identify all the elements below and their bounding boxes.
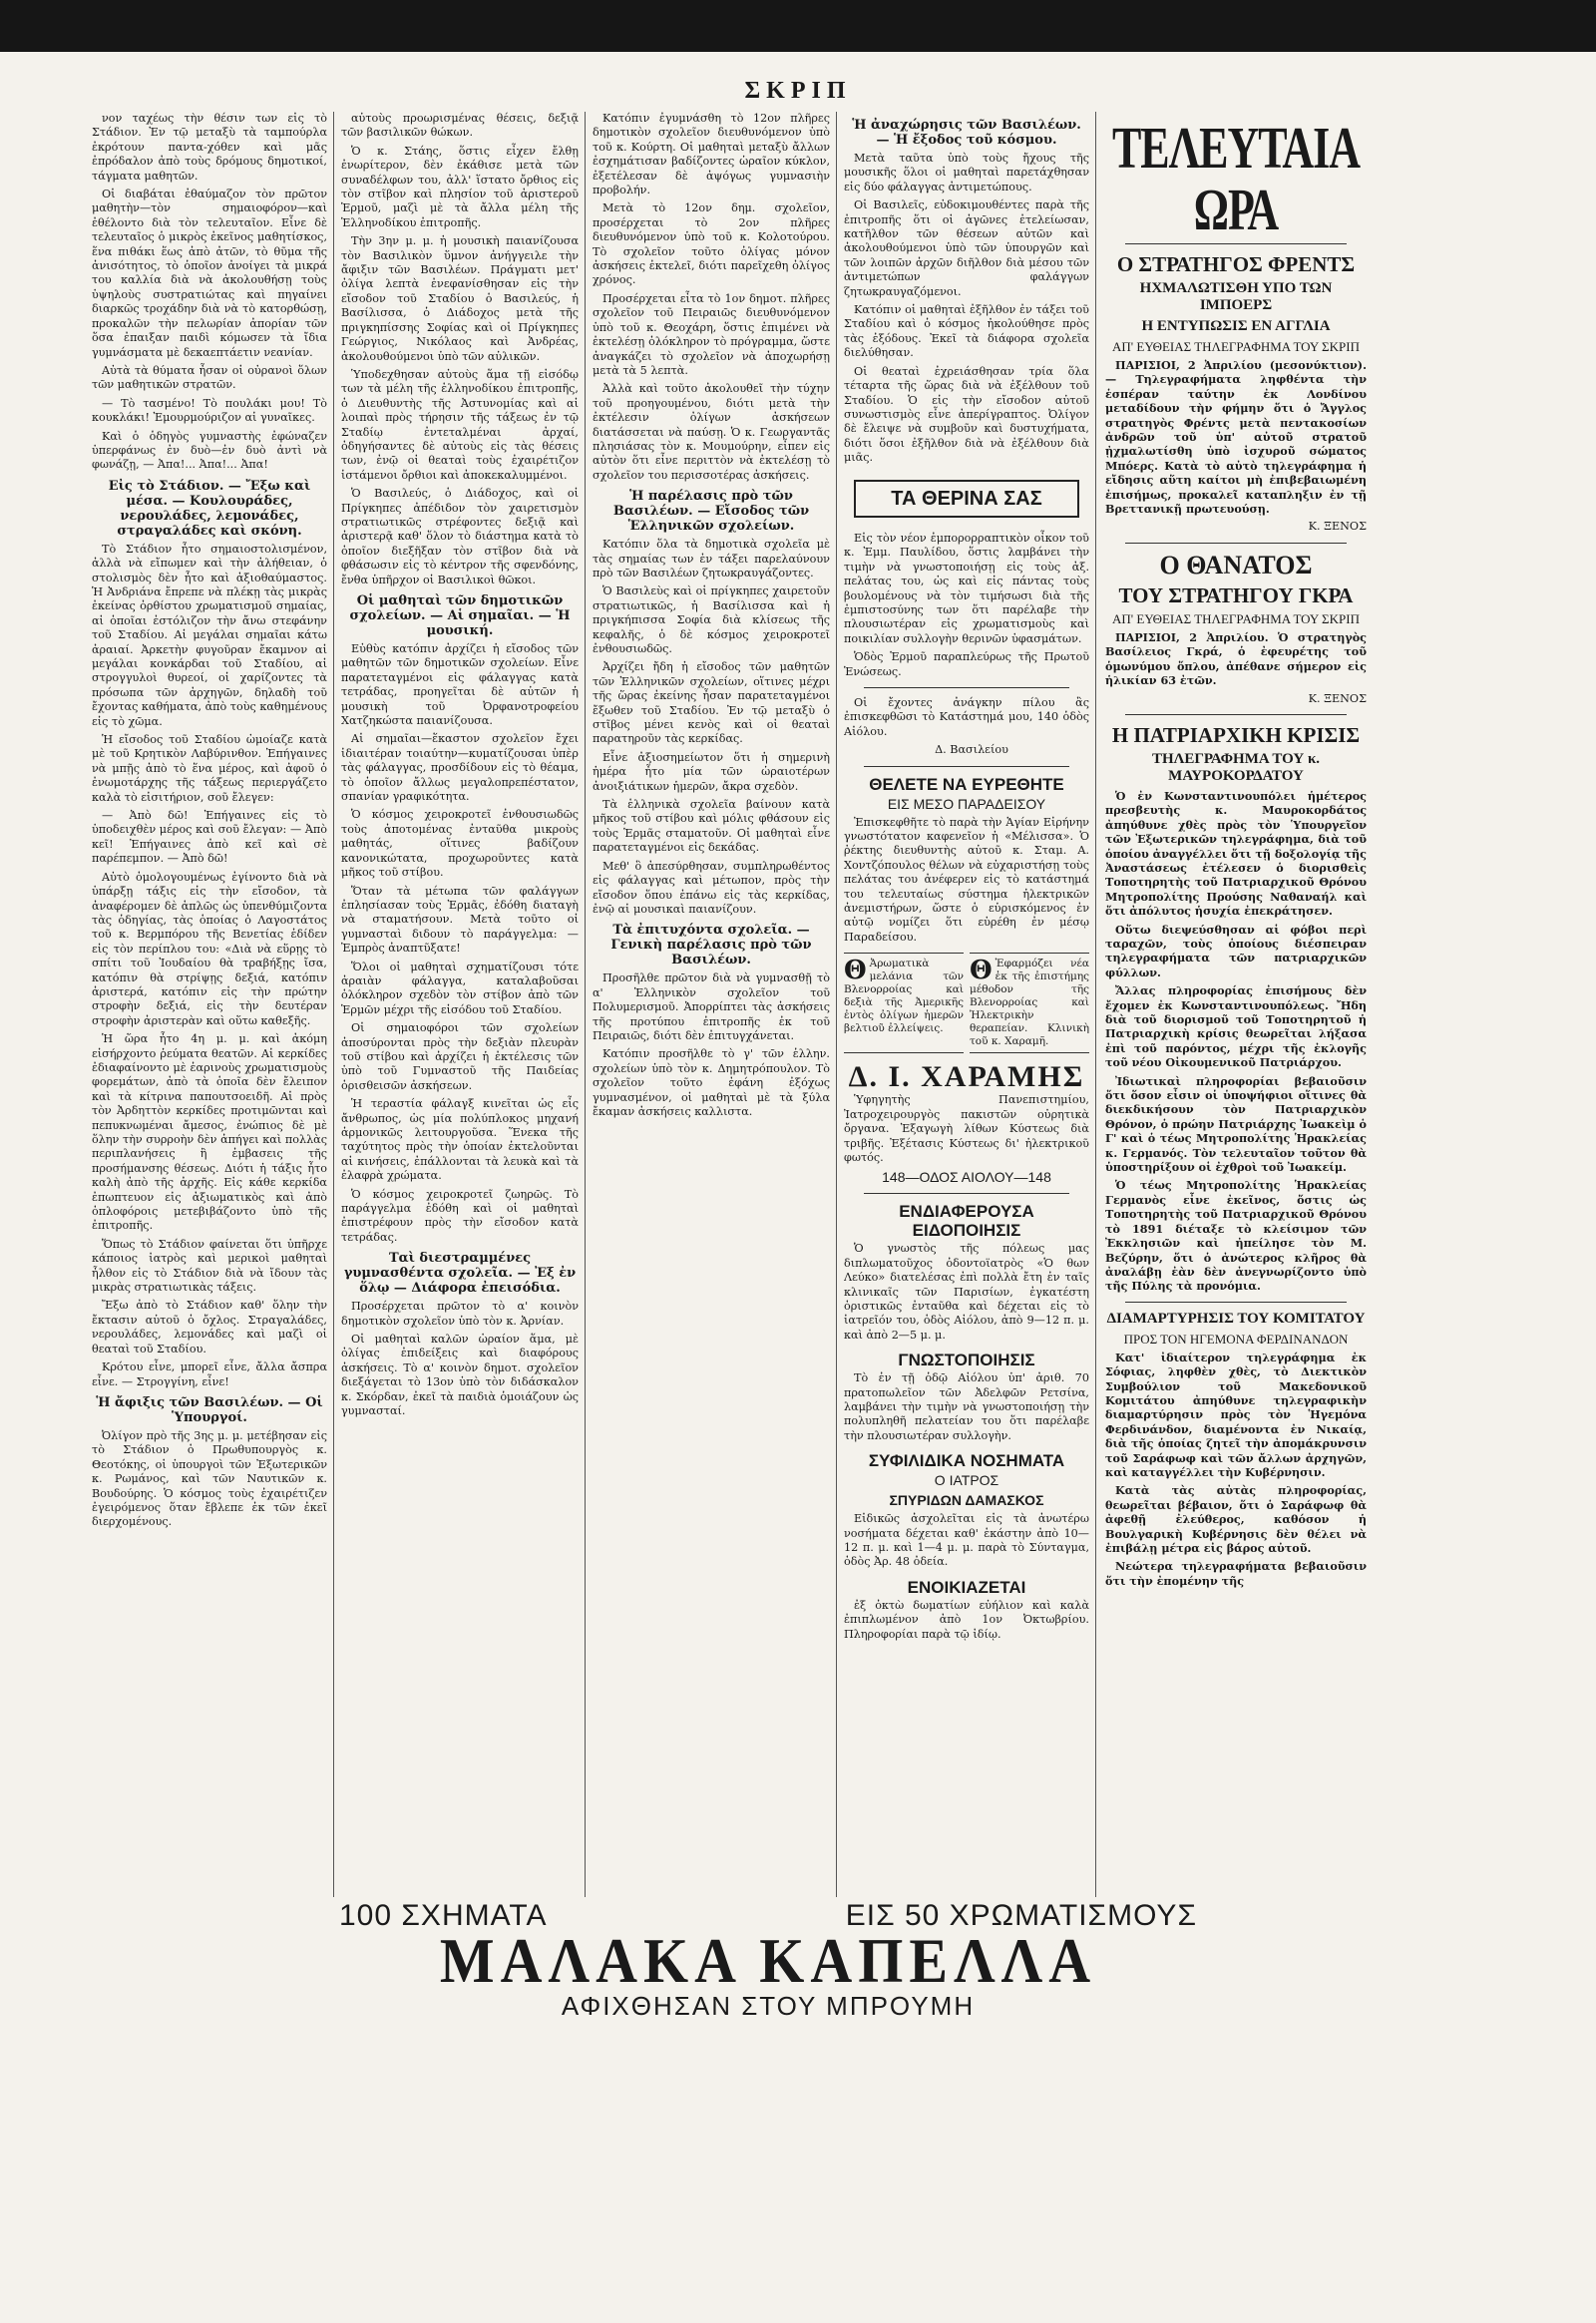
column-rule — [1095, 112, 1096, 1897]
paragraph: Κρότου εἶνε, μπορεῖ εἶνε, ἄλλα ἄσπρα εἶνε. — Στρογγίνη, εἶνε! — [92, 1360, 327, 1388]
hat-advertisement — [339, 1899, 1197, 2021]
newspaper-masthead: ΣΚΡΙΠ — [744, 78, 852, 104]
column-rule — [333, 112, 334, 1897]
headline: ΔΙΑΜΑΡΤΥΡΗΣΙΣ ΤΟΥ ΚΟΜΙΤΑΤΟΥ — [1106, 1310, 1366, 1327]
paragraph: Ὅλοι οἱ μαθηταὶ σχηματίζουσι τότε ἀραιὰν φάλαγγα, καταλαβοῦσαι ὁλόκληρον σχεδὸν τὸν στίβον ἀπὸ τῶν Ἑρμῶν μέχρι τῆς εἰσόδου τοῦ Σταδίου. — [341, 960, 579, 1016]
paragraph: Τὰ ἑλληνικὰ σχολεῖα βαίνουν κατὰ μῆκος τοῦ στίβου καὶ μόλις φθάσουν εἰς τοὺς Ἑρμᾶς σταματοῦν. Οἱ μαθηταὶ εἶνε παρατεταγμένοι εἰς δεκάδας. — [593, 798, 830, 855]
ad-doctor-name: Δ. Ι. ΧΑΡΑΜΗΣ — [848, 1060, 1085, 1094]
paragraph: Ὀλίγον πρὸ τῆς 3ης μ. μ. μετέβησαν εἰς τὸ Στάδιον ὁ Πρωθυπουργὸς κ. Θεοτόκης, οἱ ὑπουργοὶ τῶν Ἐξωτερικῶν κ. Ρωμάνος, καὶ τῶν Ναυτικῶν κ. Βουδούρης. Ὁ κόσμος τοὺς ἐχαιρέτιζεν ἐγειρόμενος ὅταν ἔβλεπε ἐκ τῶν ἐκεῖ διερχομένους. — [92, 1428, 327, 1529]
headline: ΤΗΛΕΓΡΑΦΗΜΑ ΤΟΥ κ. ΜΑΥΡΟΚΟΡΔΑΤΟΥ — [1151, 750, 1321, 784]
ad-subtitle: Ο ΙΑΤΡΟΣ — [934, 1472, 999, 1489]
paragraph: Ὅπως τὸ Στάδιον φαίνεται ὅτι ὑπῆρχε κάποιος ἰατρὸς καὶ μερικοὶ μαθηταὶ ἦλθον εἰς τὸ Στάδιον διὰ νὰ ἴδουν τὰς μικρὰς στρατιωτικὰς τάξεις. — [92, 1237, 327, 1295]
paragraph: Ὁ κόσμος χειροκροτεῖ ζωηρῶς. Τὸ παράγγελμα ἐδόθη καὶ οἱ μαθηταὶ ἐπιστρέφουν πρὸς τὴν εἴσοδον κατὰ τετράδας. — [341, 1187, 579, 1244]
paragraph: Οἱ σημαιοφόροι τῶν σχολείων ἀποσύρονται πρὸς τὴν δεξιὰν πλευρὰν τοῦ στίβου καὶ ἀρχίζει ἡ ἐκτέλεσις τῶν ὑπὸ τοῦ Γυμναστοῦ τῆς Παιδείας ὁρισθεισῶν ἀσκήσεων. — [341, 1021, 579, 1092]
twin-ad-right — [970, 953, 1089, 1053]
paragraph: Ὁ ἐν Κωνσταντινουπόλει ἡμέτερος πρεσβευτὴς κ. Μαυροκορδάτος ἀπηύθυνε χθὲς πρὸς τὸν Ὑπουργεῖον τῶν Ἐξωτερικῶν τηλεγράφημα, διὰ τοῦ ὁποίου ἀναγγέλλει ὅτι τῇ δοξολογίᾳ τῆς Ἀναστάσεως ἐτέλεσεν ὁ διορισθεὶς Τοποτηρητὴς τοῦ Πατριαρχικοῦ Θρόνου Μητροπολίτης Προύσης Ναθαναήλ καὶ ὅτι ἀπόλυτος ἡσυχία ἐπεκράτησεν. — [1105, 788, 1367, 919]
section-heading: Ταὶ διεστραμμένες γυμνασθέντα σχολεῖα. — Ἐξ ἐν ὅλῳ — Διάφορα ἐπεισόδια. — [343, 1251, 577, 1297]
ad-box-title: ΤΑ ΘΕΡΙΝΑ ΣΑΣ — [854, 480, 1079, 518]
ad-title: ΕΝΟΙΚΙΑΖΕΤΑΙ — [907, 1577, 1026, 1597]
paragraph: Ἡ ὥρα ἦτο 4η μ. μ. καὶ ἀκόμη εἰσήρχοντο ῥεύματα θεατῶν. Αἱ κερκίδες ἐδιαφαίνοντο μὲ ἐαρινοὺς χρωματισμοὺς φορεμάτων, ἀπὸ τὰ ὁποῖα δὲν ἔλειπον καὶ τὰ κίτρινα παπουτσοειδῆ. Αἱ πρὸς τὸν Ἀρδηττὸν κερκίδες προτιμῶνται καὶ πεπυκνωμέναι ἄμεσος, ἐνώπιος δὲ μὲ ὅλην τὴν συρροὴν δὲν ἀπήγει καὶ πολλὰς περιπλανήσεις ἢ ἐμβασεις τῆς προσήμανσης θέσεως. Διότι ἡ τάξις ἦτο καλὴ ἀπὸ τῆς ἀρχῆς. Εἰς κάθε κερκίδα ἐπωπτευον εἰς ἀξιωματικὸς καὶ ἀπὸ ὁπλοφόροις μετεβιβάζοντο ὑπὸ τῆς ἐπιτροπῆς. — [92, 1032, 327, 1233]
paragraph: Ἡ εἴσοδος τοῦ Σταδίου ὡμοίαζε κατὰ μὲ τοῦ Κρητικὸν Λαβύρινθον. Ἐπήγαινες νὰ μπῇς ἀπὸ τὸ ἕνα μέρος, καὶ ἀφοῦ ὁ ἐνωμοτάρχης τῆς τάξεως περιεργάζετο καλὰ τὸ εἰσιτήριον, σοῦ ἔλεγεν: — [92, 733, 327, 804]
paragraph: ΠΑΡΙΣΙΟΙ, 2 Ἀπριλίου (μεσονύκτιον). — Τηλεγραφήματα ληφθέντα τὴν ἑσπέραν ταύτην ἐκ Λονδίνου μεταδίδουν τὴν φήμην ὅτι ὁ Ἄγγλος στρατηγὸς Φρέντς μετὰ πεντακοσίων ἀνδρῶν τοῦ ὑπ' αὐτοῦ στρατοῦ ᾐχμαλωτίσθη ὑπὸ ἰσχυροῦ σώματος Μπόερς. Κατὰ τὸ αὐτὸ τηλεγράφημα ἡ εἴδησις αὕτη καίτοι μὴ ἐπιβεβαιωμένη ἐπισήμως, προκαλεῖ καταπληξιν ἐν τῇ Βρεττανικῇ πρωτευούσῃ. — [1105, 358, 1367, 517]
paragraph: Κατόπιν προσῆλθε τὸ γ' τῶν ἑλλην. σχολείων ὑπὸ τὸν κ. Δημητρόπουλον. Τὸ σχολεῖον τοῦτο ἐφάνη ἐξόχως γυμνασμένον, οἱ μαθηταὶ μὲ τὰ ξύλα ἔκαμαν ἀσκήσεις καλλιστα. — [593, 1047, 830, 1118]
ad-subtitle: ΑΦΙΧΘΗΣΑΝ ΣΤΟΥ ΜΠΡΟΥΜΗ — [561, 1991, 976, 2021]
paragraph: Ἔξω ἀπὸ τὸ Στάδιον καθ' ὅλην τὴν ἔκτασιν αὐτοῦ ὁ ὄχλος. Στραγαλάδες, νερουλάδες, λεμονάδες καὶ μαζὶ οἱ θεαταὶ τοῦ Σταδίου. — [92, 1299, 327, 1355]
paragraph: Ἀλλὰ καὶ τοῦτο ἀκολουθεῖ τὴν τύχην τοῦ προηγουμένου, διότι μετὰ τὴν ἐκτέλεσιν ὀλίγων ἀσκήσεων διατάσσεται νὰ παύσῃ. Ὁ κ. Γεωργαντᾶς πλησιάσας τὸν κ. Μουμούρην, εἶπεν εἰς αὐτὸν ὅτι εἶνε περιττὸν νὰ ἐκτελέσῃ τὸ σχολεῖον του περισσοτέρας ἀσκήσεις. — [593, 382, 830, 482]
paragraph: Εἰδικῶς ἀσχολεῖται εἰς τὰ ἀνωτέρω νοσήματα δέχεται καθ' ἑκάστην ἀπὸ 10—12 π. μ. καὶ 1—4 μ. μ. παρὰ τὸ Σύνταγμα, ὁδὸς Ἀρ. 48 ὀδεία. — [844, 1512, 1089, 1569]
paragraph: Ὁ Βασιλεὺς καὶ οἱ πρίγκηπες χαιρετοῦν στρατιωτικῶς, ἡ Βασίλισσα καὶ ἡ πριγκήπισσα Σοφία διὰ κλίσεως τῆς κεφαλῆς, ὁ δὲ κόσμος χειροκροτεῖ ἐνθουσιωδῶς. — [593, 584, 830, 655]
ads-column — [844, 112, 1089, 1895]
paragraph: ἐξ ὀκτὼ δωματίων εὐήλιον καὶ καλὰ ἐπιπλωμένον ἀπὸ 1ον Ὀκτωβρίου. Πληροφορίαι παρὰ τῷ ἰδίῳ. — [844, 1598, 1089, 1641]
paragraph: Προσέρχεται εἶτα τὸ 1ον δημοτ. πλῆρες σχολεῖον τοῦ Πειραιῶς διευθυνόμενον ὑπὸ τοῦ κ. Θεοχάρη, ὅστις ἐπιμένει νὰ ἐκτελέσῃ ὁλόκληρον τὸ πρόγραμμα, ὥστε ἀναγκάζει τὸ σχολεῖον νὰ ἀποχωρήσῃ μετὰ τὰ 5 λεπτὰ. — [593, 291, 830, 377]
paragraph: Ἐπισκεφθῆτε τὸ παρὰ τὴν Ἁγίαν Εἰρήνην γνωστότατον καφενεῖον ἡ «Μέλισσα». Ὁ ῥέκτης διευθυντὴς αὐτοῦ κ. Σταμ. Α. Χοντζόπουλος θέλων νὰ εὐχαριστήσῃ τοὺς πελάτας του ἀνέφερεν εἰς τὸ κατάστημά του τελευταίως σύστημα ἠλεκτρικῶν ἀνεμιστήρων, ὥστε ὁ εὑρισκόμενος ἐν αὐτῷ νομίζει ὅτι εὑρέθη ἐν μέσῳ Παραδείσου. — [844, 815, 1089, 944]
ad-title: ΕΝΔΙΑΦΕΡΟΥΣΑ ΕΙΔΟΠΟΙΗΣΙΣ — [899, 1202, 1034, 1241]
section-heading: Ἡ ἄφιξις τῶν Βασιλέων. — Οἱ Ὑπουργοί. — [96, 1394, 323, 1425]
paragraph: Ὁ γνωστὸς τῆς πόλεως μας διπλωματοῦχος ὀδοντοϊατρὸς «Ὁ θων Λεύκο» διατελέσας ἐπὶ πολλὰ ἔτη ἐν ταῖς κλινικαῖς τῶν Παρισίων, ἐγκατέστη ὁριστικῶς ἐνταῦθα καὶ δέχεται εἰς τὸ ἰατρεῖόν του, ὁδὸς Αἰόλου, ἀπὸ 9—12 π. μ. καὶ ἀπὸ 2—5 μ. μ. — [844, 1242, 1089, 1342]
paragraph: Ἡ τεραστία φάλαγξ κινεῖται ὡς εἷς ἄνθρωπος, ὡς μία πολύπλοκος μηχανή ἁρμονικῶς λειτουργοῦσα. Ἕνεκα τῆς ταχύτητος πρὸς τὴν ὁποίαν ἐκτελοῦνται αἱ κινήσεις, ἐπάλλονται τὰ λευκὰ καὶ τὰ ἐλαφρὰ χρώματα. — [341, 1097, 579, 1183]
paragraph: Μετὰ ταῦτα ὑπὸ τοὺς ἤχους τῆς μουσικῆς ὅλοι οἱ μαθηταὶ παρετάχθησαν εἰς δύο φάλαγγας ἀντιμετώπους. — [844, 152, 1089, 194]
paragraph: Τὸ Στάδιον ἦτο σημαιοστολισμένον, ἀλλὰ νὰ εἴπωμεν καὶ τὴν ἀλήθειαν, ὁ στολισμὸς δὲν ἦτο καὶ ἀξιοθαύμαστος. Ἡ Ἀνδριάνα ἔπρεπε νὰ πλέκῃ τὰς μικρὰς ἐκείνας ὀρθίστου χρωματισμοῦ σημαίας, αἱ ὁποῖαι ἐστόλιζον τὴν ἄνω στεφάνην τοῦ Σταδίου. Αἱ μεγάλαι σημαῖαι κάτω ἀραιαί. Ἀρκετὴν φυγοῦραν ἔκαμνον αἱ μεγάλαι κονκάρδαι τοῦ Σταδίου, αἱ στρογγυλοὶ θυρεοί, οἱ χαρίζοντες τὰ πρόσωπα τῶν ἀρχηγῶν, δηλαδὴ τοῦ ἔχοντας καθήματα, ἀπὸ τοὺς καθημένους εἰς τὸ χῶμα. — [92, 542, 327, 728]
paragraph: Μεθ' ὃ ἀπεσύρθησαν, συμπληρωθέντος εἰς φάλαγγας καὶ μέτωπον, πρὸς τὴν εἴσοδον ὅπου ἐπάνω εἰς τὰς κερκίδας, ἐνῷ αἱ μουσικαὶ παιανίζουν. — [593, 859, 830, 916]
paragraph: Ὑφηγητὴς Πανεπιστημίου, Ἰατροχειρουργὸς πακιστῶν οὐρητικὰ ὄργανα. Ἐξαγωγὴ λίθων Κύστεως διὰ τριβῆς. Ἐξέτασις Κύστεως δι' ἠλεκτρικοῦ φωτός. — [844, 1093, 1089, 1164]
signature: Δ. Βασιλείου — [935, 743, 1008, 757]
paragraph: Ἰδιωτικαὶ πληροφορίαι βεβαιοῦσιν ὅτι ὅσον εἶσιν οἱ ὑποψήφιοι οἵτινες θὰ διεκδικήσουν τὸν Πατριαρχικὸν Θρόνον, ὁ πρώην Πατριάρχης Ἰωακεὶμ ὁ Γ' καὶ ὁ τέως Μητροπολίτης Ἡρακλείας κ. Γερμανός. Τὸν τελευταῖον τοῦτον θὰ ὑποστηρίξουν οἱ ἐχθροὶ τοῦ Ἰωακείμ. — [1105, 1073, 1367, 1175]
ad-title: ΓΝΩΣΤΟΠΟΙΗΣΙΣ — [898, 1351, 1035, 1370]
paragraph: Οἱ ἔχοντες ἀνάγκην πίλου ἂς ἐπισκεφθῶσι τὸ Κατάστημά μου, 140 ὁδὸς Αἰόλου. — [844, 696, 1089, 738]
paragraph: Οἱ Βασιλεῖς, εὐδοκιμουθέντες παρὰ τῆς ἐπιτροπῆς ὅτι οἱ ἀγῶνες ἐτελείωσαν, κατῆλθον τῶν θέσεων αὐτῶν καὶ ἀκολουθούμενοι ὑπὸ τῶν ὑπουργῶν καὶ τῶν λοιπῶν ἀρχῶν διῆλθον διὰ μέσου τῶν ἀντιμετώπων φαλάγγων ζητωκραυγαζόμενοι. — [844, 198, 1089, 298]
paragraph: Αὐτὸ ὁμολογουμένως ἐγίνοντο διὰ νὰ ὑπάρξῃ τάξις εἰς τὴν εἴσοδον, τὰ ἀναφέρομεν δὲ ἁπλῶς ὡς ὑπενθύμιζοντα τὰς ὁδηγίας, τὰς ὁποίας ὁ Λαγοστάτος τοῦ κ. Βερμπόρου τῆς Βενετίας ἐδίδεν εἰς τὸν περίπλου του: «Διὰ νὰ εὕρῃς τὸ σπίτι τοῦ Ἰουδαίου θὰ τραβήξῃς ἴσα, κατόπιν θὰ στρίψῃς δεξιά, κατόπιν ἀριστερά, κατόπιν εἰς τὴν πρώτην στροφὴν δεξιά, εἰς τὴν δευτέραν στροφὴν ἀριστερὰν καὶ οὕτω καθεξῆς. — [92, 870, 327, 1027]
headline: ΤΟΥ ΣΤΡΑΤΗΓΟΥ ΓΚΡΑ — [1118, 582, 1354, 607]
paragraph: Οἱ θεαταὶ ἐχρειάσθησαν τρία ὅλα τέταρτα τῆς ὥρας διὰ νὰ ἐξέλθουν τοῦ Σταδίου. Ὁ εἰς τὴν εἴσοδον αὐτοῦ συνωστισμὸς εἶνε ἀπερίγραπτος. Ὀλίγον δὲ ἔλειψε νὰ συμβοῦν καὶ δυστυχήματα, διότι ὅσοι ἐξῆλθον διὰ νὰ ἐξέλθουν διὰ μιᾶς. — [844, 364, 1089, 465]
dropcap: Θ — [970, 956, 993, 986]
paragraph: Εὐθὺς κατόπιν ἀρχίζει ἡ εἴσοδος τῶν μαθητῶν τῶν δημοτικῶν σχολείων. Εἶνε παρατεταγμένοι εἰς φάλαγγας κατὰ τετράδας, προηγεῖται δὲ αὐτῶν ἡ μουσικὴ τοῦ Ὀρφανοτροφείου Χατζηκώστα παιανίζουσα. — [341, 642, 579, 728]
paragraph: Αἱ σημαῖαι—ἕκαστον σχολεῖον ἔχει ἰδιαιτέραν τοιαύτην—κυματίζουσαι ὑπὲρ τὰς φάλαγγας, προσδίδουν εἰς τὸ θέαμα, τὸ ὁποῖον ἄλλως μεγαλοπρεπέστατον, σπανίαν γραφικότητα. — [341, 732, 579, 804]
paragraph: Οἱ μαθηταὶ καλῶν ὡραίον ἅμα, μὲ ὀλίγας ἐπιδείξεις καὶ διαφόρους ἀσκήσεις. Τὸ α' κοινὸν δημοτ. σχολεῖον διεξάγεται τὸ 13ον ὑπὸ τὸν διδάσκαλον κ. Σκόρδαν, ἐκεῖ τὰ παιδιὰ ὁμοιάζουν ὡς γυμνασταί. — [341, 1333, 579, 1418]
headline: ΗΧΜΑΛΩΤΙΣΘΗ ΥΠΟ ΤΩΝ ΙΜΠΟΕΡΣ — [1139, 280, 1333, 313]
paragraph: Ἀρχίζει ἤδη ἡ εἴσοδος τῶν μαθητῶν τῶν Ἑλληνικῶν σχολείων, οἵτινες μέχρι τῆς ὥρας ἐκείνης ἦσαν παρατεταγμένοι ἔξωθεν τοῦ Σταδίου. Ἐν τῷ μεταξὺ ὁ στῖβος μένει κενὸς καὶ οἱ θεαταὶ παρατηροῦν τὰς κερκίδας. — [593, 660, 830, 746]
paragraph: Κατόπιν ὅλα τὰ δημοτικὰ σχολεῖα μὲ τὰς σημαίας των ἐν τάξει παρελαύνουν πρὸ τῶν Βασιλέων ζητωκραυγάζοντες. — [593, 538, 830, 580]
divider — [864, 766, 1069, 767]
section-heading: Ἡ παρέλασις πρὸ τῶν Βασιλέων. — Εἴσοδος τῶν Ἑλληνικῶν σχολείων. — [612, 489, 810, 535]
paragraph: Ὅταν τὰ μέτωπα τῶν φαλάγγων ἐπλησίασαν τοὺς Ἑρμᾶς, ἐδόθη διαταγὴ νὰ σταματήσουν. Μετὰ τοῦτο οἱ γυμνασταὶ διδουν τὸ παράγγελμα: — Ἐμπρὸς ἀναπτῦξατε! — [341, 884, 579, 956]
paragraph: Αὐτὰ τὰ θύματα ἦσαν οἱ οὐρανοὶ ὅλων τῶν μαθητικῶν στρατῶν. — [92, 363, 327, 392]
paragraph: Κατόπιν ἐγυμνάσθη τὸ 12ον πλῆρες δημοτικὸν σχολεῖον διευθυνόμενον ὑπὸ τοῦ κ. Κούρτη. Οἱ μαθηταὶ μεταξὺ ἄλλων ἐσχημάτισαν βαδίζοντες ὡραῖον κύκλον, ἐξετέλεσαν δὲ ἀψόγως γυμνασιὴν προβολήν. — [593, 112, 830, 197]
paragraph: Ὁ κ. Στάης, ὅστις εἶχεν ἔλθῃ ἐνωρίτερον, δὲν ἐκάθισε μετὰ τῶν συναδέλφων του, ἀλλ' ἵστατο ὄρθιος εἰς τὸν στῖβον καὶ πλησίον τοῦ ἀριστεροῦ Ἑρμοῦ, μαζὶ μὲ τὰ ἄλλα μέλη τῆς Ἑλληνοδίκου ἐπιτροπῆς. — [341, 144, 579, 229]
paragraph: Κατ' ἰδιαίτερον τηλεγράφημα ἐκ Σόφιας, ληφθὲν χθὲς, τὸ Διεκτικὸν Συμβούλιον τοῦ Μακεδονικοῦ Κομιτάτου ἀπηύθυνε τηλεγραφικὴν διαμαρτύρησιν πρὸς τὸν Ἡγεμόνα Φερδινάνδον, διαμένοντα ἐν Νικαίᾳ, διὰ τῆς ὁποίας ζητεῖ τὴν ἀπομάκρυνσιν τοῦ Σαράφωφ καὶ τῶν ἄλλων ἀρχηγῶν, καὶ καταγγέλλει τὴν Κυβέρνησιν. — [1105, 1350, 1367, 1479]
ad-colors-count: ΕΙΣ 50 ΧΡΩΜΑΤΙΣΜΟΥΣ — [845, 1899, 1197, 1932]
paragraph: Καὶ ὁ ὁδηγὸς γυμναστὴς ἐφώναζεν ὑπερφάνως ἐν δυὸ—ἐν δυὸ ἀντὶ νὰ φωνάζῃ, — Ἀπα!... Ἀπα!... Ἀπα! — [92, 429, 327, 472]
paragraph: Ὁ Βασιλεύς, ὁ Διάδοχος, καὶ οἱ Πρίγκηπες ἀπέδιδον τὸν χαιρετισμὸν στρατιωτικῶς στρέφοντες δεξιᾷ καὶ ἀριστερᾷ καθ' ὅλον τὸ διάστημα κατὰ τὸ ὁποῖον διεξῆξαν τὸν στῖβον διὰ νὰ φθάσωσιν εἰς τὸ κέντρον τῆς σφενδόνης, ἔνθα ὑπῆρχον οἱ Βασιλικοὶ θῶκοι. — [341, 487, 579, 586]
paragraph: Ἄλλας πληροφορίας ἐπισήμους δὲν ἔχομεν ἐκ Κωνσταντινουπόλεως. Ἤδη διὰ τοῦ διορισμοῦ τοῦ Τοποτηρητοῦ ἡ Πατριαρχικὴ κρίσις θεωρεῖται λήξασα ἐπὶ τοῦ παρόντος, μέχρι τῆς ἐκλογῆς τοῦ νέου Οἰκουμενικοῦ Πατριάρχου. — [1105, 983, 1367, 1070]
latest-news-column — [1105, 112, 1367, 1895]
twin-ad-left — [844, 953, 964, 1053]
headline: Ο ΘΑΝΑΤΟΣ — [1159, 550, 1313, 580]
ad-title: ΣΥΦΙΛΙΔΙΚΑ ΝΟΣΗΜΑΤΑ — [868, 1451, 1065, 1471]
dateline: ΑΠ' ΕΥΘΕΙΑΣ ΤΗΛΕΓΡΑΦΗΜΑ ΤΟΥ ΣΚΡΙΠ — [1112, 610, 1360, 626]
paragraph: Εἰς τὸν νέον ἐμπορορραπτικὸν οἶκον τοῦ κ. Ἐμμ. Παυλίδου, ὅστις λαμβάνει τὴν τιμὴν νὰ γνωστοποιήσῃ εἰς τοὺς ἀξ. πελάτας του, ὡς καὶ εἰς πάντας τοὺς βουλομένους νὰ τὸν τιμήσωσι διὰ τῆς ἐμπιστοσύνης των ὅτι παρέλαβε τὴν πλουσιωτέραν εἰς χρωματισμοὺς καὶ ποικιλίαν συλλογὴν θερινῶν ὑφασμάτων. — [844, 531, 1089, 645]
ad-text: Ἐφαρμόζει νέα ἐκ τῆς ἐπιστήμης μέθοδον τῆς Βλενορροίας καὶ Ἠλεκτρικὴν θεραπείαν. Κλινικὴ τοῦ κ. Χαραμῆ. — [970, 958, 1089, 1048]
divider — [1125, 1302, 1347, 1303]
article-column-2 — [341, 112, 579, 1895]
ad-title: ΘΕΛΕΤΕ ΝΑ ΕΥΡΕΘΗΤΕ — [869, 774, 1064, 794]
paragraph: Προσῆλθε πρῶτον διὰ νὰ γυμνασθῇ τὸ α' Ἑλληνικὸν σχολεῖον τοῦ Πολυμερισμοῦ. Ἀπορρίπτει τὰς ἀσκήσεις τῆς προτύπου ἐπιτροπῆς ἐκ τοῦ Πειραιῶς, διότι δὲν ἐπιτυγχάνεται. — [593, 971, 830, 1042]
signature: Κ. ΞΕΝΟΣ — [1308, 520, 1367, 534]
headline: Η ΕΝΤΥΠΩΣΙΣ ΕΝ ΑΓΓΛΙΑ — [1141, 318, 1331, 334]
article-column-3 — [593, 112, 830, 1895]
headline: ΠΡΟΣ ΤΟΝ ΗΓΕΜΟΝΑ ΦΕΡΔΙΝΑΝΔΟΝ — [1123, 1331, 1349, 1347]
divider — [864, 687, 1069, 688]
paragraph: Κατὰ τὰς αὐτὰς πληροφορίας, θεωρεῖται βέβαιον, ὅτι ὁ Σαράφωφ θὰ ἀφεθῇ ἐλεύθερος, καθόσον ἡ Βουλγαρικὴ Κυβέρνησις δὲν θέλει νὰ ἐπιβάλῃ μέτρα εἰς βάρος αὐτοῦ. — [1105, 1483, 1367, 1555]
article-column-1 — [92, 112, 327, 1895]
paragraph: Εἶνε ἀξιοσημείωτον ὅτι ἡ σημερινὴ ἡμέρα ἦτο μία τῶν ὡραιοτέρων ἀνοιξιάτικων ἡμερῶν, ἄκρα σχεδὸν. — [593, 750, 830, 793]
column-rule — [585, 112, 586, 1897]
section-heading: Τὰ ἐπιτυχόντα σχολεῖα. — Γενικὴ παρέλασις πρὸ τῶν Βασιλέων. — [610, 923, 812, 968]
ad-subtitle: ΕΙΣ ΜΕΣΟ ΠΑΡΑΔΕΙΣΟΥ — [887, 795, 1046, 812]
dateline: ΑΠ' ΕΥΘΕΙΑΣ ΤΗΛΕΓΡΑΦΗΜΑ ΤΟΥ ΣΚΡΙΠ — [1112, 339, 1360, 354]
scan-top-edge — [0, 0, 1596, 52]
divider — [1125, 714, 1347, 715]
paragraph: Ὁ κόσμος χειροκροτεῖ ἐνθουσιωδῶς τοὺς ἀποτομένας ἐνταῦθα μικροὺς μαθητάς, οἵτινες βαδίζουν κανονικώτατα, προχωροῦντες κατὰ μῆκος τοῦ στίβου. — [341, 808, 579, 880]
divider — [1125, 543, 1347, 544]
twin-ads — [844, 953, 1089, 1053]
paragraph: — Ἀπὸ δῶ! Ἐπήγαινες εἰς τὸ ὑποδειχθὲν μέρος καὶ σοῦ ἔλεγαν: — Ἀπὸ κεῖ! Ἐπήγαινες ἀπὸ κεῖ καὶ σὲ παρέπεμπον. — Ἀπὸ δῶ! — [92, 809, 327, 866]
ad-address: 148—ΟΔΟΣ ΑΙΟΛΟΥ—148 — [882, 1169, 1051, 1186]
paragraph: Ὑποδεχθησαν αὐτοὺς ἅμα τῇ εἰσόδῳ των τὰ μέλη τῆς ἑλληνοδίκου ἐπιτροπῆς, ὁ Διευθυντὴς τῆς Ἀστυνομίας καὶ αἱ λοιπαὶ πρὸς τήρησιν τῆς τάξεως ἐν τῷ Σταδίῳ ἐντεταλμέναι ἀρχαί, ὁδηγήσαντες δὲ αὐτοὺς εἰς τὰς θέσεις των, ἐνῷ οἱ θεαταὶ τοὺς ἐχαιρέτιζον ἱστάμενοι ὄρθιοι καὶ ἀποκεκαλυμμένοι. — [341, 367, 579, 482]
paragraph: Νεώτερα τηλεγραφήματα βεβαιοῦσιν ὅτι τὴν ἐπομένην τῆς — [1105, 1559, 1367, 1588]
divider — [864, 1193, 1069, 1194]
paragraph: Μετὰ τὸ 12ον δημ. σχολεῖον, προσέρχεται τὸ 2ον πλῆρες διευθυνόμενον ὑπὸ τοῦ κ. Κολοτούρου. Τὸ σχολεῖον τοῦτο ὀλίγας μόνον ἀσκήσεις ἐκτελεῖ, διότι παρεῖχεθη ὀλίγος χρόνος. — [593, 201, 830, 287]
section-heading: Εἰς τὸ Στάδιον. — Ἔξω καὶ μέσα. — Κουλουράδες, νερουλάδες, λεμονάδες, στραγαλάδες καὶ σκόνη. — [108, 478, 311, 539]
ad-product-name: ΜΑΛΑΚΑ ΚΑΠΕΛΛΑ — [439, 1924, 1097, 1997]
divider — [1125, 243, 1347, 244]
paragraph: Προσέρχεται πρῶτον τὸ α' κοινὸν δημοτικὸν σχολεῖον ὑπὸ τὸν κ. Ἀρνίαν. — [341, 1300, 579, 1328]
headline: Ο ΣΤΡΑΤΗΓΟΣ ΦΡΕΝΤΣ — [1116, 252, 1356, 276]
paragraph: ΠΑΡΙΣΙΟΙ, 2 Ἀπριλίου. Ὁ στρατηγὸς Βασίλειος Γκρά, ὁ ἐφευρέτης τοῦ ὁμωνύμου ὅπλου, ἀπέθανε σήμερον εἰς ἡλικίαν 63 ἐτῶν. — [1105, 629, 1367, 688]
ad-text: Ἀρωματικὰ μελάνια τῶν Βλενορροίας καὶ δεξιὰ τῆς Ἀμερικῆς ἐντὸς ὀλίγων ἡμερῶν βελτιοῦ ἐλλείψεις. — [844, 958, 964, 1035]
paragraph: Τὸ ἐν τῇ ὁδῷ Αἰόλου ὑπ' ἀριθ. 70 πρατοπωλεῖον τῶν Ἀδελφῶν Ρετσίνα, λαμβάνει τὴν τιμὴν νὰ γνωστοποιήσῃ τὴν πολυπληθῆ πελατείαν του ὅτι παρέλαβε τὴν πλουσιωτέραν συλλογὴν. — [844, 1371, 1089, 1442]
latest-news-title: ΤΕΛΕΥΤΑΙΑ ΩΡΑ — [1111, 115, 1361, 243]
paragraph: — Τὸ τασμένο! Τὸ πουλάκι μου! Τὸ κουκλάκι! Ἐμουρμούριζον αἱ γυναῖκες. — [92, 396, 327, 425]
paragraph: αὐτοὺς προωρισμένας θέσεις, δεξιᾷ τῶν βασιλικῶν θώκων. — [341, 112, 579, 140]
signature: Κ. ΞΕΝΟΣ — [1308, 691, 1367, 705]
paragraph: Κατόπιν οἱ μαθηταὶ ἐξῆλθον ἐν τάξει τοῦ Σταδίου καὶ ὁ κόσμος ἠκολούθησε πρὸς τὰς ἐξόδους. Ἐκεῖ τὰ διάφορα σχολεῖα διελύθησαν. — [844, 303, 1089, 360]
section-heading: Οἱ μαθηταὶ τῶν δημοτικῶν σχολείων. — Αἱ σημαῖαι. — Ἡ μουσική. — [349, 593, 571, 638]
dropcap: Θ — [844, 956, 867, 986]
paragraph: Οὕτω διεψεύσθησαν αἱ φόβοι περὶ ταραχῶν, τοὺς ὁποίους διέσπειραν τηλεγραφήματα τῶν πατριαρχικῶν φύλλων. — [1105, 922, 1367, 979]
ad-shapes-count: 100 ΣΧΗΜΑΤΑ — [339, 1899, 548, 1932]
headline: Η ΠΑΤΡΙΑΡΧΙΚΗ ΚΡΙΣΙΣ — [1111, 722, 1361, 747]
paragraph: νον ταχέως τὴν θέσιν των εἰς τὸ Στάδιον. Ἐν τῷ μεταξὺ τὰ ταμπούρλα ἐκρότουν παντα-χόθεν καὶ μᾶς ἐπρόδαλον ἀπὸ τοὺς δρόμους δημοτικοί, τάγματα μαθητῶν. — [92, 112, 327, 183]
paragraph: Τὴν 3ην μ. μ. ἡ μουσικὴ παιανίζουσα τὸν Βασιλικὸν ὕμνον ἀνήγγειλε τὴν ἄφιξιν τῶν Βασιλέων. Πράγματι μετ' ὀλίγα λεπτὰ ἐνεφανίσθησαν εἰς τὴν εἴσοδον τοῦ Σταδίου ὁ Βασιλεύς, ἡ Βασίλισσα, ὁ Διάδοχος μετὰ τῆς πριγκηπίσσης Σοφίας καὶ οἱ Πρίγκηπες Γεώργιος, Νικόλαος καὶ Ἀνδρέας, ἀκολουθούμενοι ὑπὸ τῶν αὐλικῶν. — [341, 234, 579, 363]
paragraph: Ὁδὸς Ἑρμοῦ παραπλεύρως τῆς Πρωτοῦ Ἑνώσεως. — [844, 650, 1089, 678]
paragraph: Ὁ τέως Μητροπολίτης Ἡρακλείας Γερμανὸς εἶνε ἐκεῖνος, ὅστις ὡς Τοποτηρητὴς τοῦ Πατριαρχικοῦ Θρόνου τὸ 1891 διέταξε τὸ κλείσιμον τῶν Ἐκκλησιῶν καὶ ἠπείλησε τὸν Μ. Βεζύρην, ὅτι ὁ ἀνώτερος κλῆρος θὰ ἀναλάβῃ ἐὰν δὲν ἀνεγνωρίζοντο ὑπὸ τῆς Πύλης τὰ προνόμια. — [1105, 1178, 1367, 1294]
ad-doctor-name: ΣΠΥΡΙΔΩΝ ΔΑΜΑΣΚΟΣ — [889, 1492, 1044, 1509]
column-rule — [836, 112, 837, 1897]
paragraph: Οἱ διαβάται ἐθαύμαζον τὸν πρῶτον μαθητὴν—τὸν σημαιοφόρον—καὶ ἐθέλοντο διὰ τὸν τελευταῖον. Εἶνε δὲ τελευταῖος ὁ μικρὸς ἐκεῖνος μαθητίσκος, ἕνα πιθάκι ἕως ἀπὸ ἀτῶν, τὸ θῦμα τῆς ἀνισότητος, τὸ ὁποῖον ἀνοίγει τὰ μικρά του καλλία διὰ νὰ ἀκολουθήσῃ τοὺς ὑψηλοὺς συστρατιώτας καὶ πηγαίνει διαρκῶς τροχάδην διὰ νὰ τὸ κατορθώσῃ, προκαλῶν τὴν πελωρίαν ἀπορίαν τῶν ὅσα ἐπαιξαν παιδὶ κόμωσεν τὰ ἴδια γυμνάσματα μὲ δεκαεπτάετιν νεανίαν. — [92, 188, 327, 359]
section-heading: Ἡ ἀναχώρησις τῶν Βασιλέων. — Ἡ ἔξοδος τοῦ κόσμου. — [852, 118, 1081, 148]
